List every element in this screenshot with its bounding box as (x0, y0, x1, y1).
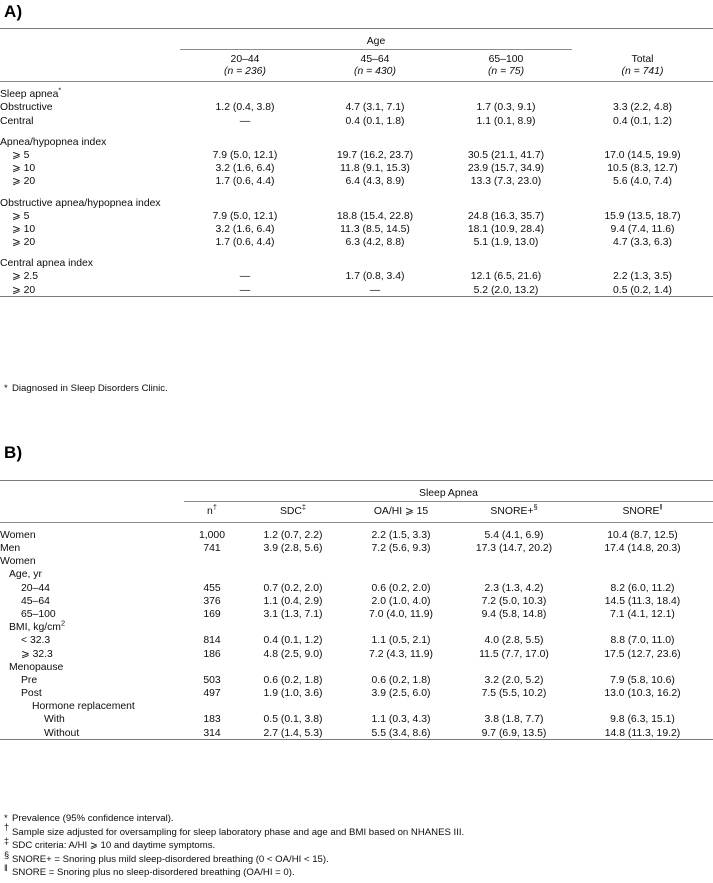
row-label: ⩾ 5 (12, 210, 30, 222)
table-a-group-header-row (0, 31, 713, 50)
group-header-age: Age (180, 31, 572, 50)
row-value-4 (456, 555, 572, 568)
row-label: < 32.3 (21, 635, 51, 647)
row-value-1: 314 (203, 727, 221, 739)
row-value-3: 3.9 (2.5, 6.0) (371, 688, 431, 700)
row-value-1: 7.9 (5.0, 12.1) (212, 149, 278, 161)
row-spacer (0, 188, 713, 196)
footnote-marker: † (212, 502, 217, 512)
row-value-5 (572, 660, 713, 673)
row-label: ⩾ 20 (12, 176, 36, 188)
table-a-section-row (0, 257, 713, 270)
row-label: ⩾ 10 (12, 163, 36, 175)
row-value-3: 1.1 (0.5, 2.1) (371, 635, 431, 647)
table-a-data-row (0, 149, 713, 162)
row-label: Obstructive (0, 102, 53, 114)
row-value-2: 11.8 (9.1, 15.3) (340, 163, 410, 175)
row-value-3: 5.5 (3.4, 8.6) (371, 727, 431, 739)
row-value-2: 0.6 (0.2, 1.8) (263, 674, 323, 686)
row-spacer (0, 249, 713, 257)
row-value-4: 3.8 (1.8, 7.7) (484, 714, 544, 726)
row-label: Obstructive apnea/hypopnea index (0, 197, 161, 209)
row-value-4: 4.0 (2.8, 5.5) (484, 635, 544, 647)
row-value-1 (180, 257, 310, 270)
row-value-3: 2.2 (1.5, 3.3) (371, 529, 431, 541)
footnote-text: SDC criteria: A/HI ⩾ 10 and daytime symptoms. (12, 840, 216, 852)
row-value-1: 455 (203, 582, 221, 594)
row-value-3 (440, 84, 572, 101)
row-value-2: 2.7 (1.4, 5.3) (263, 727, 323, 739)
row-value-5: 8.8 (7.0, 11.0) (610, 635, 675, 647)
row-value-2: 3.9 (2.8, 5.6) (263, 543, 323, 554)
row-value-1: 376 (203, 595, 221, 607)
row-value-1: 1.7 (0.6, 4.4) (215, 176, 275, 188)
row-value-3: 13.3 (7.3, 23.0) (470, 176, 542, 188)
row-value-3: 18.1 (10.9, 28.4) (467, 223, 545, 235)
row-value-2 (310, 135, 440, 148)
column-sample-size: (n = 236) (224, 65, 266, 77)
table-b-data-row (0, 687, 713, 700)
row-value-2: 1.7 (0.8, 3.4) (345, 271, 405, 283)
row-value-4: 3.3 (2.2, 4.8) (613, 102, 672, 114)
row-value-1: 503 (203, 674, 221, 686)
row-label: ⩾ 2.5 (12, 271, 39, 283)
table-a-data-row (0, 223, 713, 236)
row-value-2: 1.9 (1.0, 3.6) (263, 688, 323, 700)
row-value-5 (572, 700, 713, 713)
row-value-4: 11.5 (7.7, 17.0) (479, 648, 549, 660)
row-label: ⩾ 20 (12, 237, 36, 249)
row-label: Men (0, 543, 21, 554)
table-a-data-row (0, 114, 713, 127)
row-label: Women (0, 529, 36, 541)
row-value-4: 9.4 (5.8, 14.8) (481, 608, 547, 620)
table-b-data-row (0, 581, 713, 594)
row-value-4 (456, 660, 572, 673)
table-a-data-row (0, 236, 713, 249)
table-b (0, 480, 713, 742)
table-b-data-row (0, 713, 713, 726)
table-a-section-row (0, 135, 713, 148)
row-value-3: 0.6 (0.2, 1.8) (371, 674, 431, 686)
row-value-4: 5.6 (4.0, 7.4) (613, 176, 672, 188)
footnote-2: † Sample size adjusted for oversampling for sleep laboratory phase and age and BMI based on NHANES III. (4, 822, 465, 838)
table-a-section-row (0, 84, 713, 101)
table-a-data-row (0, 283, 713, 297)
row-value-3: 5.1 (1.9, 13.0) (473, 237, 539, 249)
row-value-1: 1.2 (0.4, 3.8) (215, 102, 275, 114)
row-label: ⩾ 20 (12, 284, 36, 296)
row-value-1: 183 (203, 714, 221, 726)
footnote-text: SNORE+ = Snoring plus mild sleep-disordered breathing (0 < OA/HI < 15). (12, 853, 329, 865)
row-value-2: 1.2 (0.7, 2.2) (263, 529, 323, 541)
row-value-3: 7.2 (4.3, 11.9) (369, 648, 433, 660)
superscript: 2 (60, 618, 66, 628)
row-label: 45–64 (21, 595, 50, 607)
row-value-4: 9.7 (6.9, 13.5) (481, 727, 547, 739)
table-b-section-row (0, 555, 713, 568)
row-label: 65–100 (21, 608, 56, 620)
row-value-2: 11.3 (8.5, 14.5) (340, 223, 410, 235)
table-b-data-row (0, 542, 713, 555)
row-value-3: 5.2 (2.0, 13.2) (473, 284, 539, 296)
table-b-column-header-1: n† (207, 502, 217, 518)
row-value-2 (310, 257, 440, 270)
spacer (0, 31, 180, 50)
row-value-4: 9.4 (7.4, 11.6) (610, 223, 675, 235)
rule-line (0, 297, 713, 300)
row-value-4: 7.5 (5.5, 10.2) (481, 688, 547, 700)
row-value-3 (440, 135, 572, 148)
row-value-4: 5.4 (4.1, 6.9) (484, 529, 544, 541)
row-label: 20–44 (21, 582, 50, 594)
row-value-2: 3.1 (1.3, 7.1) (263, 608, 323, 620)
row-value-4: 17.3 (14.7, 20.2) (475, 543, 553, 554)
row-value-2: 0.5 (0.1, 3.8) (263, 714, 323, 726)
row-value-3: 24.8 (16.3, 35.7) (467, 210, 545, 222)
row-value-4: 4.7 (3.3, 6.3) (613, 237, 672, 249)
row-value-1: 3.2 (1.6, 6.4) (215, 223, 275, 235)
column-sample-size: (n = 75) (487, 65, 525, 77)
table-b-data-row (0, 525, 713, 542)
table-a-column-header-row (0, 50, 713, 82)
table-b-data-row (0, 634, 713, 647)
row-value-2: 0.4 (0.1, 1.8) (345, 115, 405, 127)
group-header-sleep-apnea: Sleep Apnea (184, 483, 713, 502)
row-value-2: 0.7 (0.2, 2.0) (263, 582, 323, 594)
row-value-5: 9.8 (6.3, 15.1) (610, 714, 675, 726)
table-b-grid (0, 480, 713, 742)
row-value-5: 7.9 (5.8, 10.6) (610, 674, 675, 686)
column-sample-size: (n = 741) (621, 65, 664, 77)
row-value-2: 4.7 (3.1, 7.1) (345, 102, 405, 114)
row-value-2 (240, 700, 346, 713)
row-value-2: — (369, 284, 381, 296)
footnote-marker: * (58, 85, 62, 95)
row-value-4: 15.9 (13.5, 18.7) (604, 210, 681, 222)
row-value-5: 7.1 (4.1, 12.1) (610, 608, 675, 620)
row-value-2 (240, 621, 346, 634)
row-value-3: 12.1 (6.5, 21.6) (470, 271, 542, 283)
row-value-3 (440, 196, 572, 209)
row-value-3: 0.6 (0.2, 2.0) (371, 582, 431, 594)
row-label: Central apnea index (0, 258, 94, 270)
row-value-4 (572, 135, 713, 148)
row-spacer-cell (0, 188, 713, 196)
table-b-footnotes (4, 812, 464, 880)
footnote-1: * Diagnosed in Sleep Disorders Clinic. (4, 383, 168, 394)
table-a (0, 28, 713, 299)
row-value-2: 18.8 (15.4, 22.8) (336, 210, 414, 222)
row-value-2: 6.4 (4.3, 8.9) (345, 176, 405, 188)
table-a-column-header-3: 65–100 (n = 75) (440, 50, 572, 82)
row-value-5 (572, 568, 713, 581)
footnote-marker: ‡ (301, 502, 307, 512)
footnote-marker: § (533, 502, 538, 512)
row-value-4: 7.2 (5.0, 10.3) (481, 595, 547, 607)
row-value-2: 1.1 (0.4, 2.9) (263, 595, 323, 607)
footnote-4: § SNORE+ = Snoring plus mild sleep-disordered breathing (0 < OA/HI < 15). (4, 849, 329, 865)
row-label: Pre (21, 674, 38, 686)
table-a-column-header-4: Total (n = 741) (572, 50, 713, 82)
row-value-2: 6.3 (4.2, 8.8) (345, 237, 405, 249)
row-value-5: 17.4 (14.8, 20.3) (604, 543, 681, 554)
rule-line (0, 740, 713, 743)
row-value-4: 17.0 (14.5, 19.9) (604, 149, 681, 161)
row-value-4 (572, 257, 713, 270)
row-label: Apnea/hypopnea index (0, 136, 107, 148)
row-label: Women (0, 556, 36, 568)
footnote-text: SNORE = Snoring plus no sleep-disordered breathing (OA/HI = 0). (12, 867, 295, 879)
row-value-5 (572, 621, 713, 634)
footnote-5: ‖ SNORE = Snoring plus no sleep-disordered breathing (OA/HI = 0). (4, 863, 295, 879)
row-value-5: 14.5 (11.3, 18.4) (604, 595, 681, 607)
row-value-4 (456, 621, 572, 634)
row-value-4: 3.2 (2.0, 5.2) (484, 674, 544, 686)
table-b-column-header-4: SNORE+§ (490, 502, 538, 518)
row-value-4 (572, 196, 713, 209)
footnote-1: * Prevalence (95% confidence interval). (4, 813, 174, 824)
row-value-1: 814 (203, 635, 221, 647)
row-label: Menopause (9, 661, 64, 673)
row-value-1: — (239, 284, 251, 296)
row-value-2 (240, 555, 346, 568)
row-value-3: 23.9 (15.7, 34.9) (467, 163, 545, 175)
row-value-4 (456, 568, 572, 581)
row-value-3: 7.0 (4.0, 11.9) (369, 608, 433, 620)
row-spacer-cell (0, 249, 713, 257)
row-value-3: 7.2 (5.6, 9.3) (371, 543, 431, 554)
row-label: ⩾ 5 (12, 149, 30, 161)
row-value-2: 4.8 (2.5, 9.0) (263, 648, 323, 660)
row-spacer (0, 127, 713, 135)
row-value-1: 169 (203, 608, 221, 620)
row-value-4: 2.3 (1.3, 4.2) (484, 582, 544, 594)
table-b-data-row (0, 608, 713, 621)
row-value-1 (184, 660, 240, 673)
row-value-1 (180, 84, 310, 101)
row-value-1: 497 (203, 688, 221, 700)
row-label: BMI, $kg/cm^2$ (9, 618, 66, 634)
table-a-data-row (0, 162, 713, 175)
row-value-4: 10.5 (8.3, 12.7) (607, 163, 678, 175)
row-value-1: — (239, 115, 251, 127)
row-spacer-cell (0, 127, 713, 135)
table-b-data-row (0, 594, 713, 607)
table-b-section-row (0, 660, 713, 673)
row-value-4: 0.5 (0.2, 1.4) (613, 284, 672, 296)
table-b-data-row (0, 673, 713, 686)
row-value-4: 2.2 (1.3, 3.5) (613, 271, 672, 283)
row-value-3: 1.7 (0.3, 9.1) (476, 102, 536, 114)
table-a-section-row (0, 196, 713, 209)
table-b-data-row (0, 647, 713, 660)
spacer (0, 50, 180, 82)
row-value-1: 3.2 (1.6, 6.4) (215, 163, 275, 175)
row-value-2 (310, 196, 440, 209)
row-value-3: 2.0 (1.0, 4.0) (371, 595, 431, 607)
row-value-3: 1.1 (0.3, 4.3) (371, 714, 431, 726)
table-a-grid (0, 28, 713, 299)
table-a-data-row (0, 209, 713, 222)
row-value-1 (180, 135, 310, 148)
table-b-column-header-2: SDC‡ (279, 502, 307, 518)
row-value-5: 13.0 (10.3, 16.2) (604, 688, 681, 700)
row-value-5: 10.4 (8.7, 12.5) (607, 529, 678, 541)
row-value-2 (240, 568, 346, 581)
footnote-text: Diagnosed in Sleep Disorders Clinic. (12, 383, 168, 394)
row-value-1 (180, 196, 310, 209)
footnote-marker: ‖ (659, 502, 663, 512)
row-value-3 (346, 660, 456, 673)
row-value-4 (456, 700, 572, 713)
row-value-2: 0.4 (0.1, 1.2) (263, 635, 323, 647)
row-label: Central (0, 115, 34, 127)
row-value-1: 1,000 (198, 529, 225, 541)
table-b-column-header-3: OA/HI ⩾ 15 (373, 506, 429, 518)
table-b-bottom-rule (0, 740, 713, 743)
table-b-column-header-5: SNORE‖ (622, 502, 663, 518)
row-value-1 (184, 700, 240, 713)
table-b-data-row (0, 726, 713, 740)
row-label: Hormone replacement (32, 701, 135, 713)
row-label: ⩾ 10 (12, 223, 36, 235)
row-value-2 (240, 660, 346, 673)
row-value-3 (346, 568, 456, 581)
row-value-3 (346, 700, 456, 713)
row-value-1 (184, 555, 240, 568)
row-value-5 (572, 555, 713, 568)
row-value-3: 1.1 (0.1, 8.9) (476, 115, 536, 127)
footnote-text: Prevalence (95% confidence interval). (12, 813, 174, 824)
table-a-data-row (0, 101, 713, 114)
row-label: Without (44, 727, 80, 739)
row-value-4: 0.4 (0.1, 1.2) (613, 115, 672, 127)
row-value-1: 7.9 (5.0, 12.1) (212, 210, 278, 222)
row-label: Post (21, 688, 42, 700)
row-value-3 (346, 555, 456, 568)
row-value-5: 17.5 (12.7, 23.6) (604, 648, 681, 660)
table-a-column-header-1: 20–44 (n = 236) (180, 50, 310, 82)
row-value-1 (184, 621, 240, 634)
row-value-3: 30.5 (21.1, 41.7) (467, 149, 545, 161)
row-value-1: — (239, 271, 251, 283)
row-value-2: 19.7 (16.2, 23.7) (336, 149, 414, 161)
table-a-column-header-2: 45–64 (n = 430) (310, 50, 440, 82)
table-b-section-row (0, 621, 713, 634)
table-b-section-row (0, 700, 713, 713)
row-label: With (44, 714, 65, 726)
table-a-data-row (0, 270, 713, 283)
row-value-3 (346, 621, 456, 634)
spacer (0, 483, 184, 502)
footnote-3: ‡ SDC criteria: A/HI ⩾ 10 and daytime symptoms. (4, 836, 216, 852)
row-value-4 (572, 84, 713, 101)
row-value-5: 8.2 (6.0, 11.2) (610, 582, 675, 594)
row-value-1: 1.7 (0.6, 4.4) (215, 237, 275, 249)
table-b-column-header-row (0, 502, 713, 522)
row-label: Sleep apnea* (0, 85, 62, 101)
spacer (0, 502, 184, 522)
column-sample-size: (n = 430) (354, 65, 396, 77)
row-value-1: 741 (203, 543, 221, 554)
row-value-3 (440, 257, 572, 270)
table-a-footnotes (4, 382, 168, 396)
table-a-data-row (0, 175, 713, 188)
row-value-5: 14.8 (11.3, 19.2) (604, 727, 681, 739)
footnote-text: Sample size adjusted for oversampling for sleep laboratory phase and age and BMI based on NHANES III. (12, 826, 465, 838)
table-a-bottom-rule (0, 297, 713, 300)
panel-b-label: B) (4, 443, 23, 462)
row-value-1 (184, 568, 240, 581)
table-b-group-header-row (0, 483, 713, 502)
spacer (572, 31, 713, 50)
row-value-1: 186 (203, 648, 221, 660)
row-value-2 (310, 84, 440, 101)
table-b-section-row (0, 568, 713, 581)
row-label: Age, yr (9, 569, 42, 581)
row-label: ⩾ 32.3 (21, 648, 53, 660)
panel-a-label: A) (4, 2, 23, 21)
